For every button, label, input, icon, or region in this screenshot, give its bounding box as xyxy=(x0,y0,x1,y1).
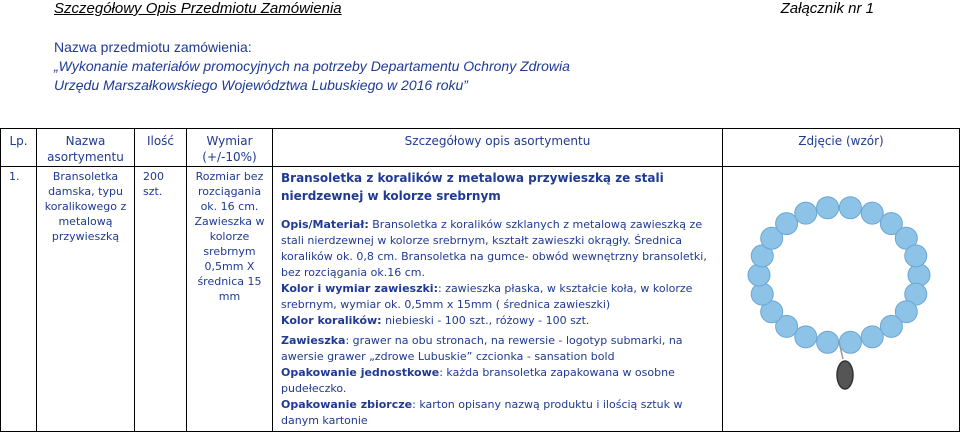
desc-bulk-pack-text: : karton opisany nazwą produktu i ilością sztuk w danym kartonie xyxy=(281,398,683,427)
bead xyxy=(795,202,817,224)
bead xyxy=(839,197,861,219)
header-photo: Zdjęcie (wzór) xyxy=(723,129,960,167)
desc-pendant xyxy=(281,281,714,313)
cell-qty: 200 szt. xyxy=(135,167,187,432)
desc-material xyxy=(281,217,714,281)
order-subject-label: Nazwa przedmiotu zamówienia: xyxy=(54,39,252,55)
bead xyxy=(748,264,770,286)
bead xyxy=(880,315,902,337)
table-header-row xyxy=(1,129,960,167)
bracelet-image xyxy=(723,167,959,407)
desc-engraving-label: Zawieszka xyxy=(281,334,346,347)
desc-pendant-label: Kolor i wymiar zawieszki: xyxy=(281,282,438,295)
bead xyxy=(795,326,817,348)
order-subject-line1: „Wykonanie materiałów promocyjnych na potrzeby Departamentu Ochrony Zdrowia xyxy=(54,58,570,74)
bead xyxy=(905,245,927,267)
header-lp: Lp. xyxy=(1,129,37,167)
desc-unit-pack-text: : każda bransoletka zapakowana w osobne pudełeczko. xyxy=(281,366,675,395)
desc-title: Bransoletka z koralików z metalowa przywieszką ze stali nierdzewnej w kolorze srebrnym xyxy=(281,171,664,203)
desc-engraving xyxy=(281,333,714,365)
desc-pendant-text: : zawieszka płaska, w kształcie koła, w kolorze srebrnym, wymiar ok. 0,5mm x 15mm ( średnica zawieszki) xyxy=(281,282,693,311)
desc-bulk-pack-label: Opakowanie zbiorcze xyxy=(281,398,413,411)
cell-name: Bransoletka damska, typu koralikowego z metalową przywieszką xyxy=(37,167,135,432)
header-name: Nazwa asortymentu xyxy=(37,129,135,167)
bracelet-photo xyxy=(723,167,959,429)
cell-dim xyxy=(187,167,273,432)
header-dim: Wymiar (+/-10%) xyxy=(187,129,273,167)
dim-size: Rozmiar bez rozciągania ok. 16 cm. xyxy=(195,170,264,213)
bead xyxy=(861,326,883,348)
header-qty: Ilość xyxy=(135,129,187,167)
cell-photo xyxy=(723,167,960,432)
assortment-table xyxy=(0,128,960,432)
attachment-label: Załącznik nr 1 xyxy=(780,0,874,17)
desc-bulk-pack xyxy=(281,397,714,429)
desc-unit-pack xyxy=(281,365,714,397)
cell-desc xyxy=(273,167,723,432)
order-subject-line2: Urzędu Marszałkowskiego Województwa Lubuskiego w 2016 roku” xyxy=(54,77,468,93)
bead xyxy=(839,331,861,353)
order-subject xyxy=(54,38,570,95)
dim-pendant: Zawieszka w kolorze srebrnym 0,5mm X średnica 15 mm xyxy=(194,215,265,303)
bead xyxy=(751,283,773,305)
document-header xyxy=(54,0,874,20)
header-desc: Szczegółowy opis asortymentu xyxy=(273,129,723,167)
bead xyxy=(817,197,839,219)
bead xyxy=(776,213,798,235)
bead xyxy=(861,202,883,224)
bead xyxy=(817,331,839,353)
document-title: Szczegółowy Opis Przedmiotu Zamówienia xyxy=(54,0,342,17)
desc-material-label: Opis/Materiał: xyxy=(281,218,369,231)
desc-beads xyxy=(281,313,714,329)
bead xyxy=(908,264,930,286)
desc-material-text: Bransoletka z koralików szklanych z metalową zawieszką ze stali nierdzewnej w kolorze srebrnym, kształt zawieszki okrągły. Średnica koralików ok. 0,8 cm. Bransoletka na gumce- obwód wewnętrzny bransoletki, bez rozciągania ok.16 cm. xyxy=(281,218,707,279)
desc-engraving-text: : grawer na obu stronach, na rewersie - logotyp submarki, na awersie grawer „zdrowe Lubuskie” czcionka - sansation bold xyxy=(281,334,683,363)
desc-unit-pack-label: Opakowanie jednostkowe xyxy=(281,366,440,379)
desc-beads-label: Kolor koralików: xyxy=(281,314,382,327)
desc-beads-text: niebieski - 100 szt., różowy - 100 szt. xyxy=(381,314,590,327)
cell-lp: 1. xyxy=(1,167,37,432)
table-row xyxy=(1,167,960,432)
